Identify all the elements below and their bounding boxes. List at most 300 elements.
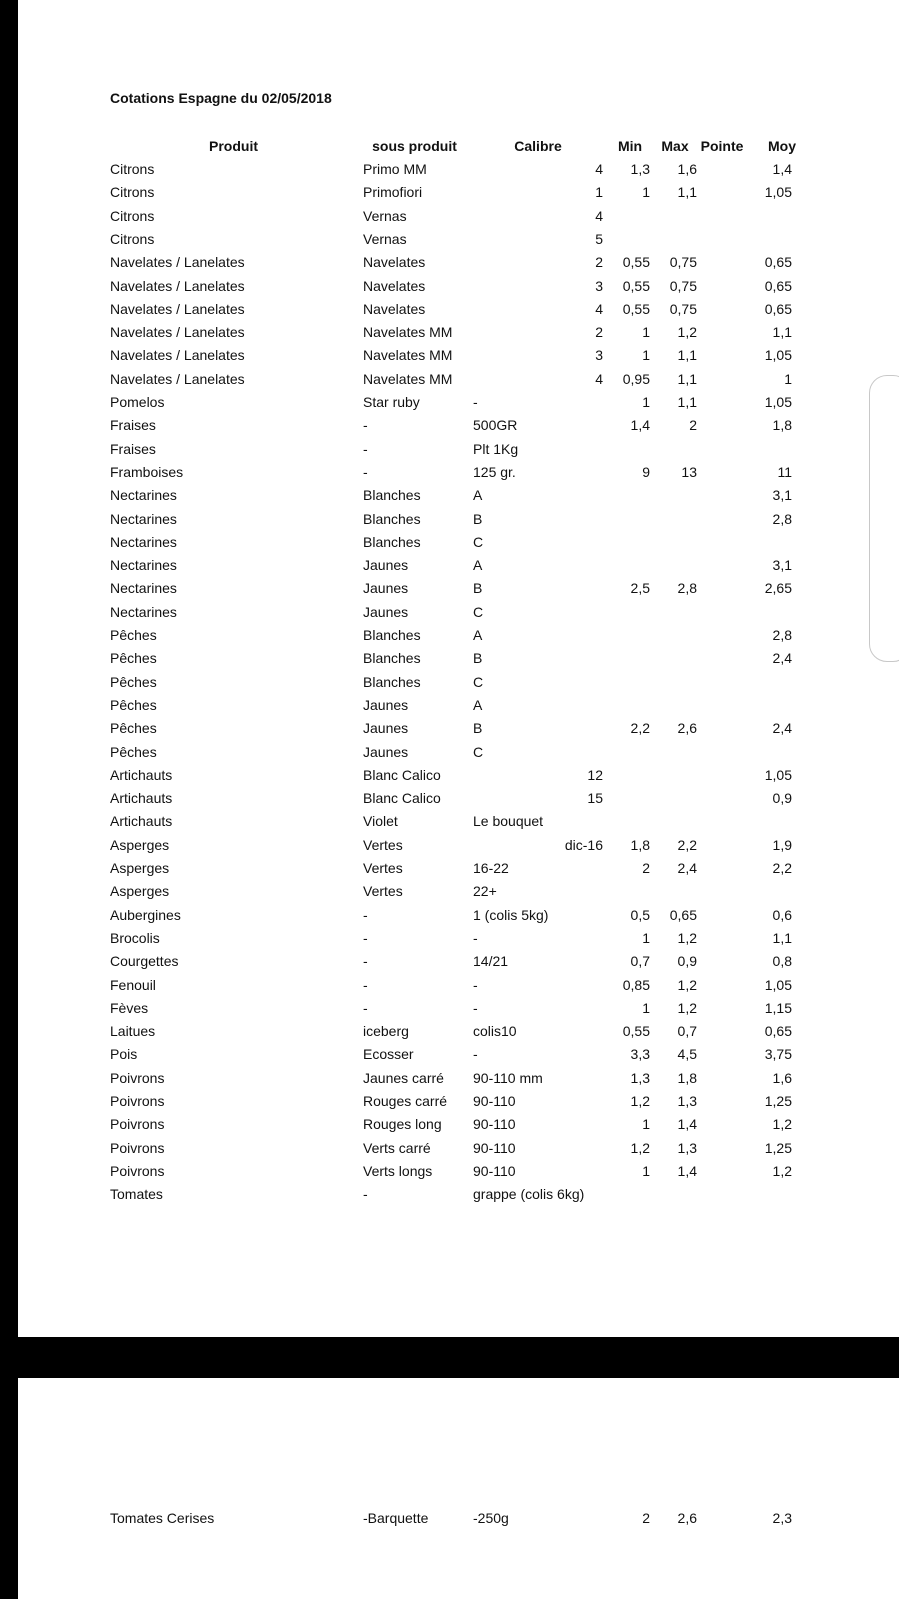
cell-min (603, 694, 650, 717)
table-row (18, 1183, 899, 1206)
cell-max (650, 508, 697, 531)
cell-produit: Artichauts (110, 766, 173, 783)
cell-max (650, 205, 697, 228)
cell-moy: 0,65 (764, 254, 792, 271)
cell-produit: Navelates / Lanelates (110, 277, 245, 294)
table-header (18, 135, 899, 158)
cell-sous-produit: Verts carré (363, 1139, 431, 1156)
cell-moy (747, 694, 792, 717)
table-row (18, 1137, 899, 1160)
cell-moy: 1 (784, 370, 792, 387)
cell-calibre-num: 4 (595, 161, 603, 177)
cell-calibre-num (458, 671, 603, 694)
cell-min (603, 671, 650, 694)
table-row (18, 624, 899, 647)
cell-calibre-num (458, 391, 603, 414)
cell-moy: 2,4 (772, 720, 792, 737)
cell-max (650, 647, 697, 670)
cell-produit: Navelates / Lanelates (110, 254, 245, 271)
cell-min: 1,2 (630, 1139, 650, 1156)
cell-sous-produit: Blanches (363, 510, 421, 527)
cell-min (603, 228, 650, 251)
cell-min (603, 764, 650, 787)
cell-produit: Nectarines (110, 580, 177, 597)
cell-calibre: 90-110 (473, 1139, 516, 1156)
cell-sous-produit: Ecosser (363, 1046, 414, 1063)
cell-max (650, 554, 697, 577)
cell-sous-produit: Jaunes (363, 696, 409, 713)
cell-min: 1,8 (630, 836, 650, 853)
cell-calibre-num (458, 950, 603, 973)
cell-max (650, 880, 697, 903)
cell-produit: Pois (110, 1046, 138, 1063)
cell-moy: 2,8 (772, 510, 792, 527)
cell-min (603, 554, 650, 577)
cell-produit: Nectarines (110, 557, 177, 574)
cell-min (603, 438, 650, 461)
cell-calibre: 22+ (473, 883, 497, 900)
cell-sous-produit: Navelates (363, 300, 426, 317)
cell-sous-produit: Rouges carré (363, 1093, 448, 1109)
table-row (18, 927, 899, 950)
cell-moy (747, 205, 792, 228)
cell-calibre: - (473, 394, 478, 410)
cell-sous-produit: -Barquette (363, 1510, 429, 1526)
table-row (18, 694, 899, 717)
table-row (18, 647, 899, 670)
cell-sous-produit: Navelates MM (363, 370, 453, 387)
cell-min: 1 (642, 1116, 650, 1133)
cell-produit: Navelates / Lanelates (110, 300, 245, 317)
cell-calibre-num (458, 904, 603, 927)
cell-pointe (697, 368, 747, 391)
cell-max (650, 438, 697, 461)
cell-moy: 2,8 (772, 627, 792, 643)
cell-calibre: B (473, 720, 483, 737)
cell-calibre: 14/21 (473, 953, 509, 970)
cell-min (603, 1183, 650, 1206)
cell-sous-produit: Navelates MM (363, 347, 453, 364)
cell-moy (747, 671, 792, 694)
cell-pointe (697, 205, 747, 228)
cell-moy: 1,9 (772, 836, 792, 853)
cell-pointe (697, 461, 747, 484)
cell-max (650, 764, 697, 787)
cell-pointe (697, 647, 747, 670)
cell-pointe (697, 1183, 747, 1206)
document-page-2 (18, 1378, 899, 1599)
cell-max (650, 810, 697, 833)
table-row (18, 1067, 899, 1090)
cell-calibre: B (473, 650, 483, 667)
cell-pointe (697, 577, 747, 600)
cell-pointe (697, 997, 747, 1020)
header-pointe: Pointe (700, 138, 744, 154)
cell-sous-produit: Navelates MM (363, 324, 453, 341)
cell-calibre-num (458, 531, 603, 554)
cell-produit: Navelates / Lanelates (110, 347, 245, 364)
cell-pointe (697, 950, 747, 973)
cell-calibre-num (458, 1160, 603, 1183)
cell-pointe (697, 834, 747, 857)
cell-calibre-num (458, 1137, 603, 1160)
table-row (18, 577, 899, 600)
cell-sous-produit: Navelates (363, 254, 426, 271)
table-row (18, 1090, 899, 1113)
cell-moy: 1,15 (764, 999, 792, 1016)
table-row (18, 880, 899, 903)
cell-pointe (697, 1507, 747, 1530)
cell-max: 1,1 (677, 394, 697, 410)
cell-produit: Navelates / Lanelates (110, 370, 245, 387)
cell-calibre: 90-110 (473, 1162, 516, 1179)
cell-min (603, 647, 650, 670)
cell-pointe (697, 717, 747, 740)
cell-sous-produit: Vertes (363, 860, 403, 876)
cell-sous-produit: Vertes (363, 836, 403, 853)
cell-max: 0,75 (669, 300, 697, 317)
table-row (18, 251, 899, 274)
cell-produit: Asperges (110, 860, 170, 876)
cell-pointe (697, 880, 747, 903)
cell-produit: Brocolis (110, 929, 160, 946)
cell-calibre: - (473, 929, 478, 946)
cell-produit: Pêches (110, 720, 157, 737)
table-row (18, 531, 899, 554)
cell-pointe (697, 508, 747, 531)
cell-calibre: C (473, 673, 484, 690)
table-row (18, 1043, 899, 1066)
cell-produit: Poivrons (110, 1116, 165, 1133)
cell-calibre-num: 4 (595, 370, 603, 387)
cell-moy: 1,8 (772, 417, 792, 434)
cell-sous-produit: - (363, 929, 368, 946)
cell-sous-produit: Jaunes (363, 557, 409, 574)
cell-moy (747, 531, 792, 554)
cell-calibre-num (458, 438, 603, 461)
header-calibre: Calibre (514, 138, 562, 154)
cell-produit: Navelates / Lanelates (110, 324, 245, 341)
cell-moy: 3,1 (772, 487, 792, 504)
cell-sous-produit: Blanches (363, 627, 421, 643)
table-row (18, 1113, 899, 1136)
cell-pointe (697, 531, 747, 554)
cell-sous-produit: - (363, 1186, 368, 1203)
cell-pointe (697, 624, 747, 647)
cell-max: 2,4 (677, 860, 697, 876)
cell-produit: Citrons (110, 207, 155, 224)
cell-pointe (697, 181, 747, 204)
cell-sous-produit: Blanches (363, 650, 421, 667)
header-sous-produit: sous produit (372, 138, 457, 154)
cell-calibre: Le bouquet (473, 813, 544, 830)
cell-min: 9 (642, 463, 650, 480)
table-row (18, 1507, 899, 1530)
cell-calibre-num (458, 484, 603, 507)
table-row (18, 368, 899, 391)
cell-moy (747, 228, 792, 251)
cell-moy: 2,2 (772, 860, 792, 876)
cell-calibre-num (458, 927, 603, 950)
cell-min: 2,2 (630, 720, 650, 737)
cell-produit: Citrons (110, 230, 155, 247)
cell-max: 0,75 (669, 277, 697, 294)
table-row (18, 508, 899, 531)
cell-calibre-num (458, 974, 603, 997)
cell-produit: Fèves (110, 999, 149, 1016)
cell-pointe (697, 904, 747, 927)
cell-sous-produit: iceberg (363, 1023, 409, 1040)
cell-calibre-num (458, 1113, 603, 1136)
cell-min (603, 601, 650, 624)
cell-sous-produit: Blanches (363, 533, 421, 550)
table-row (18, 857, 899, 880)
cell-produit: Poivrons (110, 1139, 165, 1156)
cell-min: 0,5 (630, 906, 650, 923)
cell-sous-produit: Primofiori (363, 184, 423, 201)
cell-max: 0,65 (669, 906, 697, 923)
cell-sous-produit: - (363, 976, 368, 993)
cell-produit: Aubergines (110, 906, 181, 923)
cell-produit: Fraises (110, 417, 156, 434)
cell-moy: 1,25 (764, 1093, 792, 1109)
cell-calibre-num (458, 694, 603, 717)
cell-min: 2 (642, 1510, 650, 1526)
table-row (18, 810, 899, 833)
cell-min: 1 (642, 999, 650, 1016)
cell-pointe (697, 414, 747, 437)
cell-min: 0,55 (622, 277, 650, 294)
cell-produit: Citrons (110, 161, 155, 177)
cell-max: 2,8 (677, 580, 697, 597)
cell-sous-produit: Verts longs (363, 1162, 433, 1179)
cell-sous-produit: Blanches (363, 673, 421, 690)
cell-pointe (697, 484, 747, 507)
cell-sous-produit: - (363, 463, 368, 480)
cell-pointe (697, 857, 747, 880)
cell-moy: 2,4 (772, 650, 792, 667)
cell-pointe (697, 601, 747, 624)
cell-sous-produit: Primo MM (363, 161, 427, 177)
cell-moy: 0,9 (772, 790, 792, 807)
table-row (18, 321, 899, 344)
cell-produit: Poivrons (110, 1069, 165, 1086)
cell-min (603, 880, 650, 903)
cell-moy (747, 1183, 792, 1206)
cell-produit: Artichauts (110, 813, 173, 830)
cell-min: 1 (642, 394, 650, 410)
cell-produit: Tomates (110, 1186, 163, 1203)
table-row (18, 438, 899, 461)
cell-max: 0,7 (677, 1023, 697, 1040)
cell-max: 1,4 (677, 1162, 697, 1179)
table-row (18, 671, 899, 694)
cell-sous-produit: - (363, 440, 368, 457)
table-row (18, 484, 899, 507)
cell-calibre-num (458, 717, 603, 740)
cell-calibre: Plt 1Kg (473, 440, 519, 457)
cell-max: 2,2 (677, 836, 697, 853)
cell-produit: Pomelos (110, 394, 165, 410)
cell-calibre-num (458, 647, 603, 670)
cell-max: 1,1 (677, 370, 697, 387)
cell-calibre: colis10 (473, 1023, 517, 1040)
cell-calibre-num (458, 414, 603, 437)
cell-min (603, 741, 650, 764)
cell-calibre: 1 (colis 5kg) (473, 906, 549, 923)
table-row (18, 904, 899, 927)
cell-moy: 11 (777, 463, 792, 480)
cell-min: 1 (642, 1162, 650, 1179)
cell-pointe (697, 228, 747, 251)
cell-min: 3,3 (630, 1046, 650, 1063)
cell-min: 1,4 (630, 417, 650, 434)
cell-min: 1,3 (630, 1069, 650, 1086)
cell-calibre-num (458, 624, 603, 647)
cell-produit: Nectarines (110, 603, 177, 620)
table-row (18, 950, 899, 973)
table-row (18, 344, 899, 367)
cell-moy: 0,65 (764, 1023, 792, 1040)
table-row (18, 601, 899, 624)
cell-max: 0,75 (669, 254, 697, 271)
cell-calibre-num (458, 1043, 603, 1066)
cell-calibre-num: 2 (595, 324, 603, 341)
cell-produit: Pêches (110, 650, 157, 667)
cell-moy: 0,8 (772, 953, 792, 970)
cell-pointe (697, 321, 747, 344)
table-row (18, 298, 899, 321)
cell-moy (747, 741, 792, 764)
cell-max: 1,1 (677, 184, 697, 201)
cell-moy: 3,75 (764, 1046, 792, 1063)
cell-calibre: A (473, 487, 483, 504)
cell-sous-produit: Navelates (363, 277, 426, 294)
cell-pointe (697, 764, 747, 787)
cell-sous-produit: Vertes (363, 883, 403, 900)
cell-max: 1,4 (677, 1116, 697, 1133)
cell-pointe (697, 1160, 747, 1183)
cell-max: 1,1 (677, 347, 697, 364)
cell-max: 1,3 (677, 1139, 697, 1156)
cell-pointe (697, 1020, 747, 1043)
cell-calibre-num (458, 577, 603, 600)
cell-min: 0,55 (622, 254, 650, 271)
cell-calibre: 500GR (473, 417, 518, 434)
cell-min: 1 (642, 184, 650, 201)
cell-pointe (697, 391, 747, 414)
cell-min: 1 (642, 929, 650, 946)
table-row (18, 717, 899, 740)
cell-calibre: B (473, 510, 483, 527)
table-row (18, 1020, 899, 1043)
cell-calibre-num (458, 1090, 603, 1113)
cell-min: 1,2 (630, 1093, 650, 1109)
cell-calibre: C (473, 603, 484, 620)
cell-pointe (697, 1113, 747, 1136)
cell-calibre-num (458, 810, 603, 833)
cell-produit: Courgettes (110, 953, 179, 970)
cell-calibre: - (473, 999, 478, 1016)
cell-moy: 1,25 (764, 1139, 792, 1156)
document-page-1 (18, 0, 899, 1337)
cell-produit: Fraises (110, 440, 156, 457)
cell-calibre: 125 gr. (473, 463, 516, 480)
cell-calibre-num (458, 1183, 603, 1206)
cell-moy: 1,05 (764, 184, 792, 201)
cell-moy (747, 880, 792, 903)
cell-calibre-num: 1 (595, 184, 603, 201)
cell-sous-produit: - (363, 906, 368, 923)
cell-produit: Pêches (110, 627, 157, 643)
cell-calibre-num (458, 1507, 603, 1530)
cell-sous-produit: Star ruby (363, 394, 420, 410)
cell-max: 2,6 (677, 720, 697, 737)
cell-calibre-num: 4 (595, 207, 603, 224)
cell-sous-produit: Jaunes (363, 580, 409, 597)
cell-calibre-num (458, 1020, 603, 1043)
cell-calibre-num: 5 (595, 230, 603, 247)
cell-calibre: 90-110 (473, 1093, 516, 1109)
cell-calibre-num (458, 1067, 603, 1090)
cell-min (603, 810, 650, 833)
cell-min (603, 531, 650, 554)
cell-min: 0,55 (622, 300, 650, 317)
table-row (18, 205, 899, 228)
cell-max: 1,8 (677, 1069, 697, 1086)
cell-calibre: 90-110 (473, 1116, 516, 1133)
cell-produit: Asperges (110, 836, 170, 853)
cell-pointe (697, 275, 747, 298)
cell-calibre-num: 4 (595, 300, 603, 317)
cell-pointe (697, 298, 747, 321)
cell-pointe (697, 741, 747, 764)
table-row (18, 997, 899, 1020)
cell-moy (747, 601, 792, 624)
cell-calibre-num: 2 (595, 254, 603, 271)
cell-calibre-num: dic-16 (564, 836, 603, 853)
cell-calibre-num (458, 461, 603, 484)
cell-max: 1,2 (677, 999, 697, 1016)
cell-max (650, 694, 697, 717)
cell-sous-produit: - (363, 417, 368, 434)
cell-pointe (697, 671, 747, 694)
cell-sous-produit: - (363, 999, 368, 1016)
cell-produit: Nectarines (110, 487, 177, 504)
cell-sous-produit: Jaunes carré (363, 1069, 444, 1086)
cell-moy: 1,05 (764, 766, 792, 783)
cell-produit: Asperges (110, 883, 170, 900)
cell-moy: 1,1 (772, 929, 792, 946)
cell-min (603, 508, 650, 531)
cell-pointe (697, 1137, 747, 1160)
cell-pointe (697, 438, 747, 461)
side-scroll-tab[interactable] (869, 375, 899, 662)
cell-max: 2,6 (677, 1510, 697, 1526)
table-row (18, 158, 899, 181)
table-row (18, 741, 899, 764)
cell-moy: 2,65 (764, 580, 792, 597)
cell-produit: Laitues (110, 1023, 156, 1040)
cell-min: 0,55 (622, 1023, 650, 1040)
cell-calibre: -250g (473, 1510, 509, 1526)
cell-calibre: C (473, 743, 484, 760)
cell-moy: 1,2 (772, 1162, 792, 1179)
cell-calibre-num: 15 (587, 790, 603, 807)
cell-pointe (697, 251, 747, 274)
cell-max: 1,6 (677, 161, 697, 177)
cell-max: 2 (689, 417, 697, 434)
